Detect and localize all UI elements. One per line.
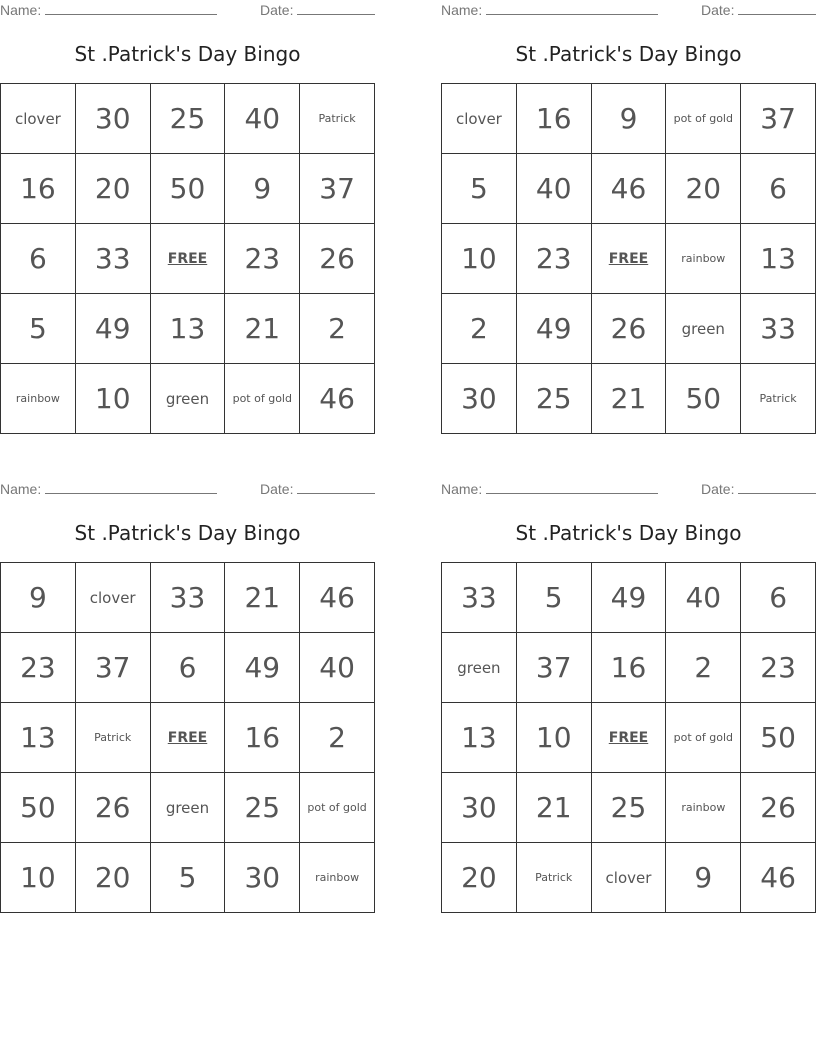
bingo-cell[interactable]: 10 (1, 843, 76, 913)
bingo-cell[interactable]: 25 (591, 773, 666, 843)
bingo-cell[interactable]: 40 (666, 563, 741, 633)
bingo-cell[interactable]: 13 (1, 703, 76, 773)
bingo-cell[interactable]: 26 (75, 773, 150, 843)
free-space[interactable]: FREE (150, 224, 225, 294)
free-space[interactable]: FREE (591, 703, 666, 773)
bingo-cell[interactable]: 16 (516, 84, 591, 154)
bingo-cell[interactable]: 49 (516, 294, 591, 364)
bingo-cell[interactable]: rainbow (666, 773, 741, 843)
bingo-cell[interactable]: 21 (516, 773, 591, 843)
name-label: Name: (0, 481, 42, 497)
bingo-cell[interactable]: green (150, 773, 225, 843)
bingo-cell[interactable]: 9 (1, 563, 76, 633)
name-line (45, 481, 217, 494)
bingo-cell[interactable]: 23 (516, 224, 591, 294)
bingo-cell[interactable]: 37 (300, 154, 375, 224)
date-line (297, 2, 375, 15)
bingo-cell[interactable]: 46 (741, 843, 816, 913)
bingo-row (1, 773, 375, 843)
bingo-cell[interactable]: 37 (75, 633, 150, 703)
bingo-row (442, 294, 816, 364)
bingo-cell[interactable]: rainbow (666, 224, 741, 294)
bingo-cell[interactable]: 6 (1, 224, 76, 294)
card-title: St .Patrick's Day Bingo (74, 42, 301, 66)
bingo-cell[interactable]: 20 (442, 843, 517, 913)
bingo-cell[interactable]: 10 (442, 224, 517, 294)
bingo-cell[interactable]: 37 (741, 84, 816, 154)
bingo-cell[interactable]: 49 (591, 563, 666, 633)
bingo-cell[interactable]: clover (591, 843, 666, 913)
bingo-cell[interactable]: Patrick (516, 843, 591, 913)
bingo-cell[interactable]: 13 (741, 224, 816, 294)
bingo-cell[interactable]: 13 (442, 703, 517, 773)
bingo-cell[interactable]: 49 (225, 633, 300, 703)
bingo-cell[interactable]: pot of gold (666, 84, 741, 154)
bingo-card-1 (0, 0, 375, 435)
name-line (486, 481, 658, 494)
date-field[interactable] (701, 481, 816, 497)
bingo-row (1, 224, 375, 294)
bingo-cell[interactable]: 46 (300, 364, 375, 434)
name-field[interactable] (441, 481, 658, 497)
bingo-row (442, 703, 816, 773)
bingo-cell[interactable]: 50 (1, 773, 76, 843)
card-header (441, 479, 816, 501)
bingo-cell[interactable]: green (666, 294, 741, 364)
date-label: Date: (701, 481, 735, 497)
name-line (45, 2, 217, 15)
date-field[interactable] (260, 2, 375, 18)
bingo-cell[interactable]: 23 (1, 633, 76, 703)
bingo-cell[interactable]: 2 (666, 633, 741, 703)
bingo-card-4 (441, 479, 816, 914)
bingo-cell[interactable]: 21 (591, 364, 666, 434)
bingo-row (442, 563, 816, 633)
bingo-row (442, 633, 816, 703)
bingo-cell[interactable]: 40 (300, 633, 375, 703)
bingo-cell[interactable]: green (150, 364, 225, 434)
bingo-cell[interactable]: 5 (442, 154, 517, 224)
card-title: St .Patrick's Day Bingo (515, 521, 742, 545)
bingo-cell[interactable]: 50 (741, 703, 816, 773)
name-field[interactable] (441, 2, 658, 18)
bingo-cell[interactable]: 25 (150, 84, 225, 154)
bingo-cell[interactable]: 30 (225, 843, 300, 913)
bingo-grid (441, 83, 816, 434)
bingo-row (1, 364, 375, 434)
bingo-cell[interactable]: 6 (150, 633, 225, 703)
bingo-cell[interactable]: 2 (442, 294, 517, 364)
bingo-row (442, 84, 816, 154)
bingo-row (442, 843, 816, 913)
card-header (0, 0, 375, 22)
bingo-card-2 (441, 0, 816, 435)
bingo-cell[interactable]: 16 (1, 154, 76, 224)
bingo-cell[interactable]: 30 (442, 773, 517, 843)
bingo-cell[interactable]: 40 (516, 154, 591, 224)
bingo-grid (0, 83, 375, 434)
bingo-row (1, 294, 375, 364)
bingo-cell[interactable]: 10 (75, 364, 150, 434)
bingo-cell[interactable]: 21 (225, 294, 300, 364)
bingo-row (442, 154, 816, 224)
bingo-cell[interactable]: 26 (591, 294, 666, 364)
bingo-card-3 (0, 479, 375, 914)
card-title: St .Patrick's Day Bingo (74, 521, 301, 545)
bingo-cell[interactable]: 30 (442, 364, 517, 434)
bingo-cell[interactable]: 33 (442, 563, 517, 633)
bingo-cell[interactable]: 37 (516, 633, 591, 703)
bingo-cell[interactable]: 33 (150, 563, 225, 633)
date-line (297, 481, 375, 494)
free-space[interactable]: FREE (150, 703, 225, 773)
bingo-cell[interactable]: rainbow (1, 364, 76, 434)
bingo-row (1, 843, 375, 913)
date-line (738, 2, 816, 15)
name-field[interactable] (0, 481, 217, 497)
bingo-row (442, 773, 816, 843)
card-title: St .Patrick's Day Bingo (515, 42, 742, 66)
bingo-cell[interactable]: 16 (591, 633, 666, 703)
bingo-cell[interactable]: 20 (666, 154, 741, 224)
bingo-cell[interactable]: 9 (591, 84, 666, 154)
date-label: Date: (260, 2, 294, 18)
bingo-cell[interactable]: 46 (300, 563, 375, 633)
bingo-cell[interactable]: 40 (225, 84, 300, 154)
bingo-cell[interactable]: pot of gold (225, 364, 300, 434)
date-field[interactable] (260, 481, 375, 497)
free-space[interactable]: FREE (591, 224, 666, 294)
bingo-cell[interactable]: pot of gold (300, 773, 375, 843)
bingo-row (1, 563, 375, 633)
bingo-cell[interactable]: pot of gold (666, 703, 741, 773)
bingo-cell[interactable]: 5 (516, 563, 591, 633)
bingo-cell[interactable]: 33 (75, 224, 150, 294)
name-label: Name: (441, 2, 483, 18)
date-field[interactable] (701, 2, 816, 18)
name-label: Name: (441, 481, 483, 497)
bingo-cell[interactable]: 9 (666, 843, 741, 913)
bingo-row (1, 633, 375, 703)
card-header (441, 0, 816, 22)
bingo-cell[interactable]: 20 (75, 154, 150, 224)
name-field[interactable] (0, 2, 217, 18)
bingo-cell[interactable]: 50 (666, 364, 741, 434)
bingo-cell[interactable]: 2 (300, 703, 375, 773)
bingo-cell[interactable]: 50 (150, 154, 225, 224)
bingo-cell[interactable]: Patrick (75, 703, 150, 773)
bingo-cell[interactable]: 30 (75, 84, 150, 154)
bingo-cell[interactable]: 5 (1, 294, 76, 364)
bingo-cell[interactable]: clover (1, 84, 76, 154)
bingo-row (442, 364, 816, 434)
name-label: Name: (0, 2, 42, 18)
bingo-cell[interactable]: 46 (591, 154, 666, 224)
bingo-grid (441, 562, 816, 913)
bingo-cell[interactable]: clover (442, 84, 517, 154)
bingo-cell[interactable]: 13 (150, 294, 225, 364)
bingo-row (1, 154, 375, 224)
bingo-cell[interactable]: 21 (225, 563, 300, 633)
bingo-cell[interactable]: 26 (300, 224, 375, 294)
name-line (486, 2, 658, 15)
bingo-cell[interactable]: 2 (300, 294, 375, 364)
date-label: Date: (701, 2, 735, 18)
bingo-cell[interactable]: 26 (741, 773, 816, 843)
bingo-row (1, 703, 375, 773)
bingo-row (1, 84, 375, 154)
bingo-grid (0, 562, 375, 913)
date-line (738, 481, 816, 494)
bingo-cell[interactable]: 6 (741, 154, 816, 224)
bingo-cell[interactable]: 9 (225, 154, 300, 224)
bingo-cell[interactable]: 10 (516, 703, 591, 773)
date-label: Date: (260, 481, 294, 497)
bingo-cell[interactable]: 25 (516, 364, 591, 434)
bingo-cell[interactable]: rainbow (300, 843, 375, 913)
card-header (0, 479, 375, 501)
bingo-cell[interactable]: 23 (741, 633, 816, 703)
bingo-cell[interactable]: Patrick (741, 364, 816, 434)
bingo-cell[interactable]: 33 (741, 294, 816, 364)
bingo-cell[interactable]: clover (75, 563, 150, 633)
bingo-cell[interactable]: 6 (741, 563, 816, 633)
bingo-row (442, 224, 816, 294)
bingo-cell[interactable]: green (442, 633, 517, 703)
bingo-cell[interactable]: 25 (225, 773, 300, 843)
bingo-cell[interactable]: Patrick (300, 84, 375, 154)
bingo-cell[interactable]: 49 (75, 294, 150, 364)
bingo-cell[interactable]: 16 (225, 703, 300, 773)
bingo-cell[interactable]: 23 (225, 224, 300, 294)
bingo-cell[interactable]: 20 (75, 843, 150, 913)
bingo-cell[interactable]: 5 (150, 843, 225, 913)
